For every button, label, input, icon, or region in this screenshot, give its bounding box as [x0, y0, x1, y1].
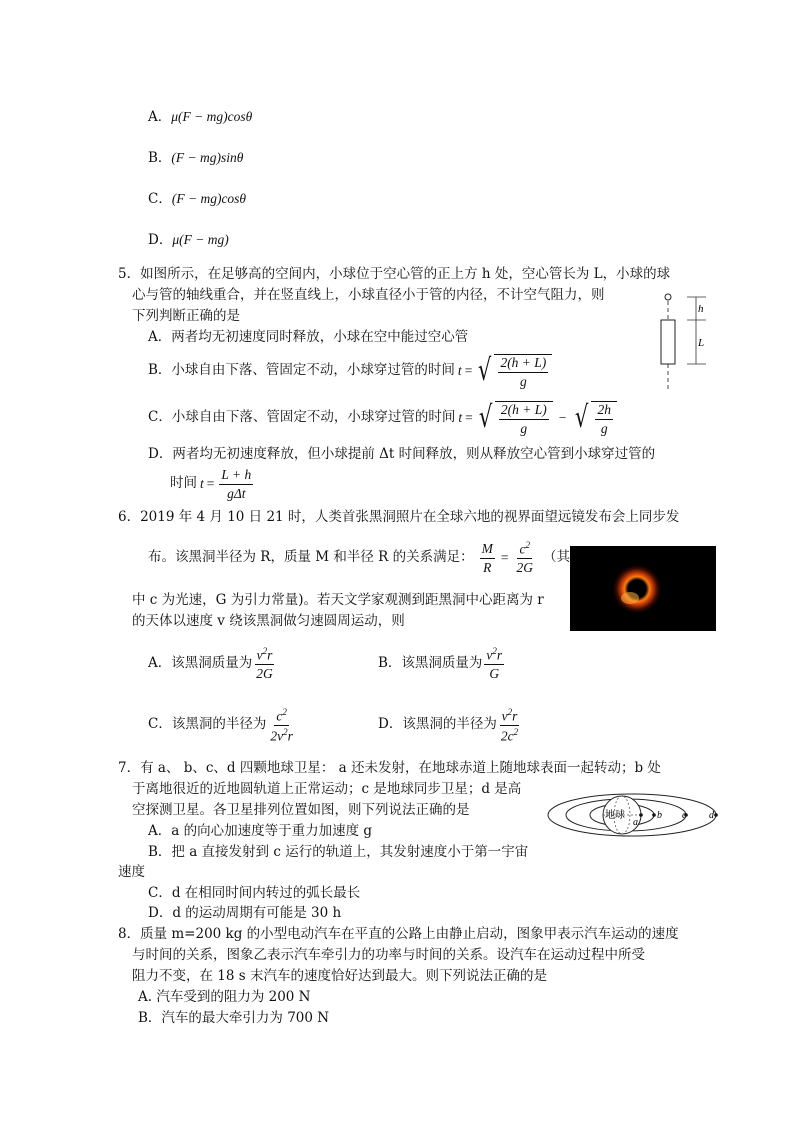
black-hole-photo — [570, 546, 716, 631]
q7-label-d: d — [709, 810, 714, 821]
q8-stem-line3: 阻力不变，在 18 s 末汽车的速度恰好达到最大。则下列说法正确的是 — [132, 968, 547, 984]
q7-stem-line1: 7．有 a、 b、c、d 四颗地球卫星： a 还未发射，在地球赤道上随地球表面一起转动；b 处 — [118, 760, 661, 776]
q5-tube — [661, 320, 675, 364]
q5-option-c: C．小球自由下落、管固定不动，小球穿过管的时间 t = √ $\frac{2(h + L)}{g}$ − √ $\frac{2h}{g}$ — [148, 400, 617, 436]
q4-option-b: B．(F − mg)sinθ — [148, 150, 244, 166]
q5-stem-line3: 下列判断正确的是 — [132, 308, 240, 324]
q6-option-c: C．该黑洞的半径为 $\frac{c^2}{2v^2r}$ — [148, 706, 293, 743]
q7-stem-line2: 于离地很近的近地圆轨道上正常运动；c 是地球同步卫星；d 是高 — [132, 781, 522, 797]
q6-stem-line3: 中 c 为光速，G 为引力常量)。若天文学家观测到距黑洞中心距离为 r — [132, 592, 544, 608]
q6-option-b: B．该黑洞质量为 $\frac{v^2r}{G}$ — [378, 646, 503, 682]
q7-option-b-line1: B．把 a 直接发射到 c 运行的轨道上，其发射速度小于第一宇宙 — [148, 844, 529, 860]
q5-d-frac: $\frac{L + h}{\text{gΔt}}$ — [221, 467, 252, 501]
q4-option-d-expr: μ(F − mg) — [172, 232, 229, 247]
q7-option-a: A．a 的向心加速度等于重力加速度 g — [148, 823, 373, 839]
q4-option-c-expr: (F − mg)cosθ — [171, 191, 247, 206]
q5-ball — [665, 294, 671, 300]
q4-option-a-expr: μ(F − mg)cosθ — [171, 109, 253, 124]
q5-stem-line2: 心与管的轴线重合，并在竖直线上，小球直径小于管的内径，不计空气阻力，则 — [132, 287, 605, 303]
q5-label-L: L — [698, 337, 705, 349]
q7-label-b: b — [657, 810, 662, 821]
q5-option-d-line1: D．两者均无初速度释放，但小球提前 Δt 时间释放，则从释放空心管到小球穿过管的 — [148, 446, 656, 462]
q4-option-d: D．μ(F − mg) — [148, 232, 229, 248]
q7-label-c: c — [682, 810, 687, 821]
q4-option-b-expr: (F − mg)sinθ — [171, 150, 244, 165]
q4-option-c: C．(F − mg)cosθ — [148, 191, 247, 207]
q5-label-h: h — [698, 303, 704, 315]
q8-option-a: A. 汽车受到的阻力为 200 N — [138, 989, 311, 1005]
q5-option-a: A．两者均无初速度同时释放，小球在空中能过空心管 — [148, 329, 469, 345]
q7-option-c: C．d 在相同时间内转过的弧长最长 — [148, 885, 361, 901]
q6-d-frac: $\frac{v^2r}{2c^2}$ — [500, 706, 519, 743]
q5-option-d-line2: 时间 t = $\frac{L + h}{\text{gΔt}}$ — [170, 467, 252, 501]
q5-var-t: t — [457, 363, 462, 379]
q5-c-sqrt2: √ $\frac{2h}{g}$ — [572, 401, 617, 435]
q7-stem-line3: 空探测卫星。各卫星排列位置如图，则下列说法正确的是 — [132, 802, 470, 818]
q6-c2-over-2g: $\frac{c^2}{2G}$ — [516, 540, 533, 576]
q6-b-frac: $\frac{v^2r}{G}$ — [486, 646, 503, 682]
q6-c-frac: $\frac{c^2}{2v^2r}$ — [270, 706, 293, 743]
q5-option-b: B．小球自由下落、管固定不动，小球穿过管的时间 t = √ $\frac{2(h + L)}{g}$ — [148, 354, 552, 388]
q6-stem-line2: 布。该黑洞半径为 R，质量 M 和半径 R 的关系满足： $\frac{M}{R}$ = $\frac{c^2}{2G}$ （其 — [148, 540, 570, 576]
q4-option-a: A．μ(F − mg)cosθ — [148, 109, 253, 125]
q7-label-earth: 地球 — [605, 810, 625, 821]
q7-option-d: D．d 的运动周期有可能是 30 h — [148, 905, 342, 921]
q7-option-b-line2: 速度 — [118, 864, 145, 880]
q8-stem-line2: 与时间的关系，图象乙表示汽车牵引力的功率与时间的关系。设汽车在运动过程中所受 — [132, 947, 645, 963]
q5-c-sqrt1: √ $\frac{2(h + L)}{g}$ — [476, 401, 553, 435]
q7-orbit-figure — [546, 790, 722, 840]
q6-option-a: A．该黑洞质量为 $\frac{v^2r}{2G}$ — [148, 646, 273, 682]
q7-label-a: a — [633, 817, 638, 828]
q8-option-b: B．汽车的最大牵引力为 700 N — [138, 1010, 330, 1026]
q6-stem-line1: 6．2019 年 4 月 10 日 21 时，人类首张黑洞照片在全球六地的视界面望远镜发布会上同步发 — [118, 509, 680, 525]
q5-stem-line1: 5．如图所示，在足够高的空间内，小球位于空心管的正上方 h 处，空心管长为 L，小球的球 — [118, 266, 671, 282]
q5-tube-figure — [652, 290, 714, 390]
q6-a-frac: $\frac{v^2r}{2G}$ — [256, 646, 273, 682]
q5-b-sqrt: √ $\frac{2(h + L)}{g}$ — [475, 354, 552, 388]
q6-option-d: D．该黑洞的半径为 $\frac{v^2r}{2c^2}$ — [378, 706, 519, 743]
q6-m-over-r: $\frac{M}{R}$ — [481, 541, 493, 575]
q8-stem-line1: 8．质量 m=200 kg 的小型电动汽车在平直的公路上由静止启动，图象甲表示汽车运动的速度 — [118, 926, 679, 942]
q6-stem-line4: 的天体以速度 v 绕该黑洞做匀速圆周运动，则 — [132, 613, 405, 629]
